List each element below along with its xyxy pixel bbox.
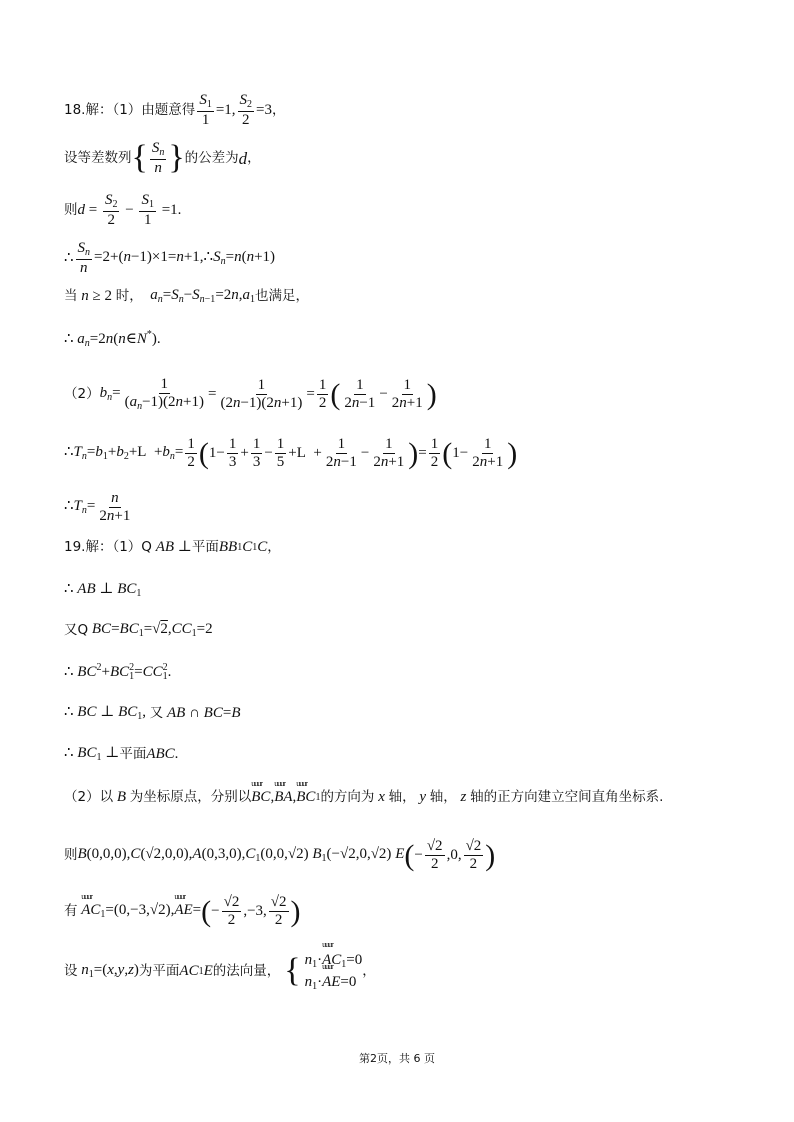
fraction: $\frac{√2}{2}$: [223, 894, 240, 929]
line-text: 设: [64, 962, 78, 979]
solution-18-line-8: $\therefore T_n=b_1+b_2+L +b_n=$ $\frac{1}{2}$ ( 1− $\frac{1}{3}$ + $\frac{1}{3}$ − $\frac{1}{5}$ +L + $\frac{1}{2n-1}$ − $\frac{1}{2n+1}$ ) = $\frac{1}{2}$ ( 1− $\frac{1}{2n+1}$ ): [64, 436, 518, 471]
fraction: $\frac{S_1}{1}$: [141, 192, 154, 228]
fraction: $\frac{1}{2n+1}$: [472, 436, 504, 471]
line-text: 又Q: [64, 621, 89, 638]
solution-18-line-6: ∴ $a_n=2n(n\in N^*)$.: [64, 329, 161, 349]
fraction: $\frac{1}{(2n-1)(2n+1)}$: [220, 376, 303, 411]
solution-19-line-3: 又Q $BC=BC_1=√2,CC_1=2$: [64, 621, 213, 639]
line-text: （2）: [64, 385, 100, 402]
fraction: $\frac{1}{2}$: [318, 376, 327, 411]
line-text: 为平面: [138, 962, 180, 979]
solution-18-line-9: $\therefore T_n=$ $\frac{n}{2n+1}$: [64, 490, 131, 525]
line-text: 也满足，: [255, 287, 310, 304]
fraction: $\frac{1}{2}$: [430, 436, 439, 471]
line-text: ，: [247, 149, 261, 166]
line-text: 有: [64, 903, 78, 919]
line-text: 则: [64, 847, 78, 863]
solution-19-line-1: 19.解：（1）Q AB ⊥ 平面 BB 1 C 1 C ，: [64, 538, 281, 555]
line-text: ，: [362, 962, 376, 979]
fraction: $\frac{1}{3}$: [252, 436, 261, 471]
fraction: $\frac{1}{5}$: [276, 436, 285, 471]
solution-18-line-3: 则 d = $\frac{S_2}{2}$ − $\frac{S_1}{1}$ =1.: [64, 192, 182, 228]
fraction: $\frac{S_2}{2}$: [104, 192, 118, 228]
solution-19-line-9: 有 uuur $AC_1=(0,-3,√2),uuur$ AE= ( − $\frac{√2}{2}$ ,−3, √2 2 ): [64, 894, 301, 930]
line-text: 轴，: [429, 788, 457, 805]
line-text: 时，: [115, 287, 143, 304]
fraction: $\frac{1}{2n+1}$: [373, 436, 405, 471]
solution-19-line-7: （2）以 B 为坐标原点，分别以 uuur BC , uuur BA , uuur BC 1 的方向为 x 轴， y 轴， z 轴的正方向建立空间直角坐标系.: [64, 790, 663, 805]
line-text: 轴的正方向建立空间直角坐标系.: [470, 788, 664, 805]
line-text: 平面: [191, 538, 219, 555]
fraction: 1 2n−1: [344, 376, 376, 411]
fraction: $S_n$ n: [151, 140, 165, 176]
solution-19-line-6: ∴ $BC_1$ ⊥ 平面 ABC .: [64, 745, 179, 763]
line-text: 为坐标原点，分别以: [129, 788, 252, 805]
fraction: $\frac{1}{3}$: [228, 436, 237, 471]
solution-19-line-10: 设 $n_1=(x,y,z)$ 为平面 AC 1 E 的法向量， { $n_1\cdot uuur$ $AC_1=0$ $n_1\cdot uuur$ AE=0 ，: [64, 950, 376, 993]
line-text: 设等差数列: [64, 149, 132, 166]
page-footer: 第2页，共 6 页: [359, 1052, 435, 1065]
line-text: 18.解：（1）由题意得: [64, 101, 196, 118]
line-text: 的法向量，: [212, 962, 281, 979]
fraction: √2 2: [465, 838, 482, 873]
fraction: $\frac{1}{(a_n-1)(2n+1)}$: [124, 376, 204, 413]
line-text: 轴，: [388, 788, 416, 805]
line-text: 19.解：（1）Q: [64, 538, 152, 555]
line-text: （2）以: [64, 788, 114, 805]
fraction: $\frac{S_1}{1}$: [199, 92, 212, 128]
fraction: $\frac{n}{2n+1}$: [99, 490, 131, 525]
line-text: ，: [267, 538, 281, 555]
line-text: 又: [149, 704, 164, 721]
fraction: √2 2: [270, 894, 287, 929]
equation-system: $n_1\cdot uuur$ $AC_1=0$ $n_1\cdot uuur$ AE=0: [305, 950, 363, 993]
solution-18-line-4: ∴ $\frac{S_n}{n}$ $=2+(n-1)\times 1=n+1,\therefore S_n=n(n+1)$: [64, 240, 276, 276]
fraction: $\frac{1}{2}$: [187, 436, 195, 471]
fraction: $\frac{S_n}{n}$: [77, 240, 91, 276]
line-text: 当: [64, 287, 78, 304]
line-text: 则: [64, 201, 78, 218]
solution-18-line-7: （2） $b_n=$ $\frac{1}{(a_n-1)(2n+1)}$ = $\frac{1}{(2n-1)(2n+1)}$ = $\frac{1}{2}$ ( 1 2n−1 − $\frac{1}{2n+1}$ ): [64, 376, 437, 413]
fraction: $\frac{S_2}{2}$: [239, 92, 253, 128]
line-text: 的方向为: [320, 788, 375, 805]
solution-19-line-4: ∴ $BC^2+BC_1^2=CC_1^2$.: [64, 662, 172, 682]
fraction: $\frac{1}{2n-1}$: [325, 436, 357, 471]
solution-18-line-1: 18.解：（1）由题意得 $\frac{S_1}{1}$ =1, $\frac{S_2}{2}$ =3 ，: [64, 92, 286, 128]
fraction: $\frac{1}{2n+1}$: [391, 376, 423, 411]
line-text: ，: [272, 101, 286, 118]
solution-19-line-5: ∴ BC ⊥ $BC_1$, 又 AB ∩ BC=B: [64, 704, 241, 722]
solution-18-line-2: 设等差数列 { $S_n$ n } 的公差为 d ，: [64, 139, 261, 177]
solution-18-line-5: 当 n ≥ 2 时， $a_n=S_n-S_{n-1}=2n,a_1$ 也满足，: [64, 287, 310, 305]
line-text: 平面: [119, 745, 147, 762]
solution-19-line-2: ∴ AB ⊥ $BC_1$: [64, 581, 142, 599]
line-text: 的公差为: [184, 149, 239, 166]
solution-19-line-8: 则 $B(0,0,0),C(√2,0,0),A(0,3,0),C_1(0,0,√2)$ $B_1(-√2,0,√2)$ E ( − $\frac{√2}{2}$ ,0, √2 2 ): [64, 838, 496, 873]
fraction: $\frac{√2}{2}$: [426, 838, 443, 873]
